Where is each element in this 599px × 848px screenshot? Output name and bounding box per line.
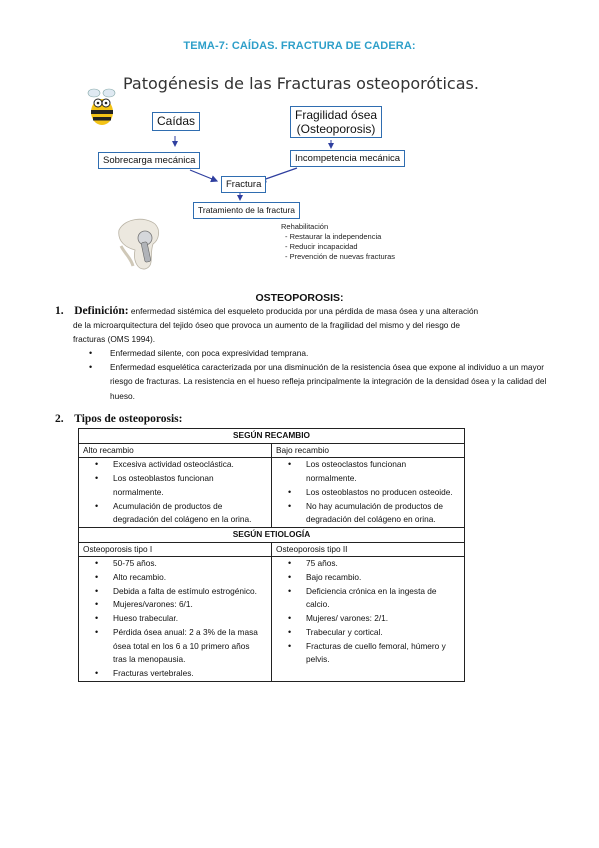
- rehab-title: Rehabilitación: [281, 222, 329, 231]
- rehab-item: - Prevención de nuevas fracturas: [285, 252, 396, 261]
- list-item: • Enfermedad esquelética caracterizada por una disminución de la resistencia ósea que expone al individuo a un mayor riesgo de fracturas. La resistencia en el hueso refleja principalmente la integración de la densidad ósea y la calidad del hueso.: [80, 360, 550, 403]
- rehab-item: - Reducir incapacidad: [285, 242, 358, 251]
- list-item: • Trabecular y cortical.: [276, 626, 460, 640]
- fragilidad-line2: (Osteoporosis): [296, 122, 376, 136]
- hip-prosthesis-icon: [115, 216, 173, 270]
- bajo-label: Bajo recambio: [272, 443, 465, 458]
- caidas-box: Caídas: [152, 112, 200, 131]
- fractura-box: Fractura: [221, 176, 266, 193]
- incompetencia-box: Incompetencia mecánica: [290, 150, 405, 167]
- tipos-heading: [55, 412, 182, 426]
- tratamiento-box: Tratamiento de la fractura: [193, 202, 300, 219]
- tipos-table: [78, 428, 465, 682]
- bajo-cell: [272, 458, 465, 528]
- list-item: • Los osteoblastos no producen osteoide.: [276, 486, 460, 500]
- fragilidad-box: [290, 106, 382, 138]
- rehab-item: - Restaurar la independencia: [285, 232, 382, 241]
- list-item: • Hueso trabecular.: [83, 612, 267, 626]
- list-item: • Los osteoclastos funcionan normalmente.: [276, 458, 460, 485]
- fragilidad-line1: Fragilidad ósea: [295, 108, 378, 122]
- definicion-text-2: de la microarquitectura del tejido óseo que provoca un aumento de la fragilidad del mismo y del riesgo de: [73, 320, 460, 330]
- sobrecarga-box: Sobrecarga mecánica: [98, 152, 200, 169]
- list-item: • Excesiva actividad osteoclástica.: [83, 458, 267, 472]
- list-item: • Acumulación de productos de degradación del colágeno en la orina.: [83, 500, 267, 527]
- list-item: • Enfermedad silente, con poca expresividad temprana.: [80, 346, 550, 360]
- definicion-bullets: [80, 346, 550, 403]
- list-item: • Bajo recambio.: [276, 571, 460, 585]
- alto-cell: [79, 458, 272, 528]
- list-item: • 50-75 años.: [83, 557, 267, 571]
- list-item: • Alto recambio.: [83, 571, 267, 585]
- list-item: • Fracturas vertebrales.: [83, 667, 267, 681]
- tipo1-label: Osteoporosis tipo I: [79, 542, 272, 557]
- definicion-number: 1.: [55, 305, 64, 317]
- alto-label: Alto recambio: [79, 443, 272, 458]
- etiologia-header: SEGÚN ETIOLOGÍA: [79, 527, 465, 542]
- list-item: • Fracturas de cuello femoral, húmero y pelvis.: [276, 640, 460, 667]
- definicion-text-3: fracturas (OMS 1994).: [73, 334, 156, 344]
- list-item: • Mujeres/ varones: 2/1.: [276, 612, 460, 626]
- list-item: • Mujeres/varones: 6/1.: [83, 598, 267, 612]
- list-item: • Debida a falta de estímulo estrogénico.: [83, 585, 267, 599]
- tipo2-label: Osteoporosis tipo II: [272, 542, 465, 557]
- list-item: • 75 años.: [276, 557, 460, 571]
- page-title: TEMA-7: CAÍDAS. FRACTURA DE CADERA:: [183, 40, 416, 52]
- section-title: OSTEOPOROSIS:: [255, 292, 344, 304]
- list-item: • Los osteoblastos funcionan normalmente.: [83, 472, 267, 499]
- list-item: • Pérdida ósea anual: 2 a 3% de la masa ósea total en los 6 a 10 primero años tras la menopausia.: [83, 626, 267, 667]
- tipos-label: Tipos de osteoporosis:: [74, 413, 183, 425]
- list-item: • Deficiencia crónica en la ingesta de calcio.: [276, 585, 460, 612]
- tipo2-cell: [272, 557, 465, 681]
- definicion-paragraph: [55, 304, 555, 318]
- definicion-label: Definición:: [74, 305, 129, 317]
- tipo1-cell: [79, 557, 272, 681]
- diagram-title: Patogénesis de las Fracturas osteoporóticas.: [123, 74, 479, 93]
- list-item: • No hay acumulación de productos de degradación del colágeno en orina.: [276, 500, 460, 527]
- pathogenesis-diagram: [85, 68, 479, 278]
- recambio-header: SEGÚN RECAMBIO: [79, 429, 465, 444]
- tipos-number: 2.: [55, 413, 64, 425]
- definicion-text-1: enfermedad sistémica del esqueleto producida por una pérdida de masa ósea y una alteración: [128, 306, 479, 316]
